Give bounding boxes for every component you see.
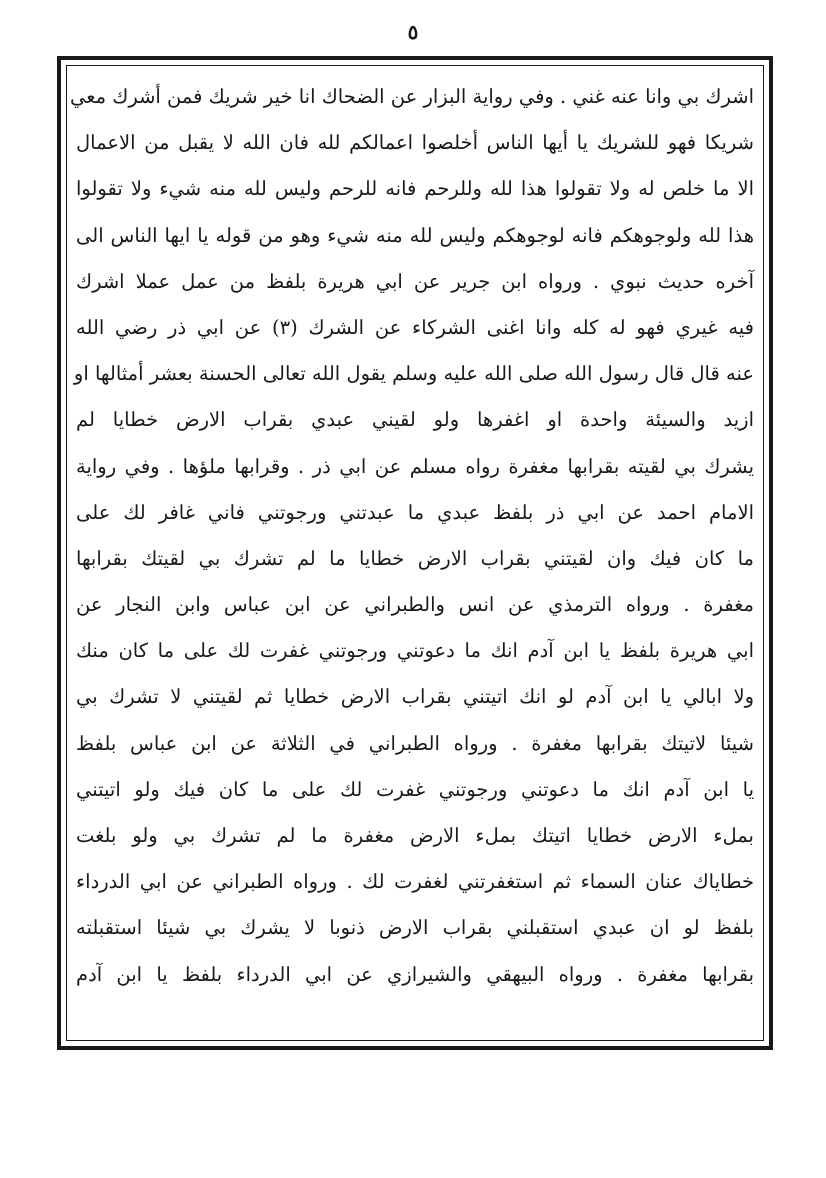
body-text [70,74,760,1034]
text-line: يشرك بي لقيته بقرابها مغفرة رواه مسلم عن ابي ذر . وقرابها ملؤها . وفي رواية [76,454,754,478]
text-line: مغفرة . ورواه الترمذي عن انس والطبراني عن ابن عباس وابن النجار عن [76,593,754,617]
text-line: آخره حديث نبوي . ورواه ابن جرير عن ابي هريرة بلفظ من عمل عملا اشرك [76,269,754,293]
text-line: اشرك بي وانا عنه غني . وفي رواية البزار عن الضحاك انا خير شريك فمن أشرك معي [70,85,754,108]
text-line: بلفظ لو ان عبدي استقبلني بقراب الارض ذنوبا لا يشرك بي شيئا استقبلته [76,916,754,940]
page-number: ٥ [407,20,419,44]
text-line: شيئا لاتيتك بقرابها مغفرة . ورواه الطبراني في الثلاثة عن ابن عباس بلفظ [76,731,754,755]
text-line: بقرابها مغفرة . ورواه البيهقي والشيرازي عن ابي الدرداء بلفظ يا ابن آدم [76,962,754,986]
text-line: خطاياك عنان السماء ثم استغفرتني لغفرت لك . ورواه الطبراني عن ابي الدرداء [76,870,754,894]
text-line: ما كان فيك وان لقيتني بقراب الارض خطايا ما لم تشرك بي لقيتك بقرابها [76,546,754,570]
text-line: الامام احمد عن ابي ذر بلفظ عبدي ما عبدتني ورجوتني فاني غافر لك على [76,500,754,524]
text-line: فيه غيري فهو له كله وانا اغنى الشركاء عن الشرك (٣) عن ابي ذر رضي الله [76,315,754,339]
text-line: الا ما خلص له ولا تقولوا هذا لله وللرحم فانه للرحم وليس لله منه شيء ولا تقولوا [76,177,754,201]
text-line: هذا لله ولوجوهكم فانه لوجوهكم وليس لله منه شيء وهو من قوله يا ايها الناس الى [76,223,754,247]
text-line: عنه قال قال رسول الله صلى الله عليه وسلم يقول الله تعالى الحسنة بعشر أمثالها او [73,362,754,386]
text-line: شريكا فهو للشريك يا أيها الناس أخلصوا اعمالكم لله فان الله لا يقبل من الاعمال [76,131,754,155]
text-line: بملء الارض خطايا اتيتك بملء الارض مغفرة ما لم تشرك بي ولو بلغت [76,824,754,847]
text-line: ابي هريرة بلفظ يا ابن آدم انك ما دعوتني ورجوتني غفرت لك على ما كان منك [76,639,754,663]
text-line: ولا ابالي يا ابن آدم لو انك اتيتني بقراب الارض خطايا ثم لقيتني لا تشرك بي [76,685,754,709]
text-line: يا ابن آدم انك ما دعوتني ورجوتني غفرت لك على ما كان فيك ولو اتيتني [76,777,754,801]
text-line: ازيد والسيئة واحدة او اغفرها ولو لقيني عبدي بقراب الارض خطايا لم [76,408,754,432]
